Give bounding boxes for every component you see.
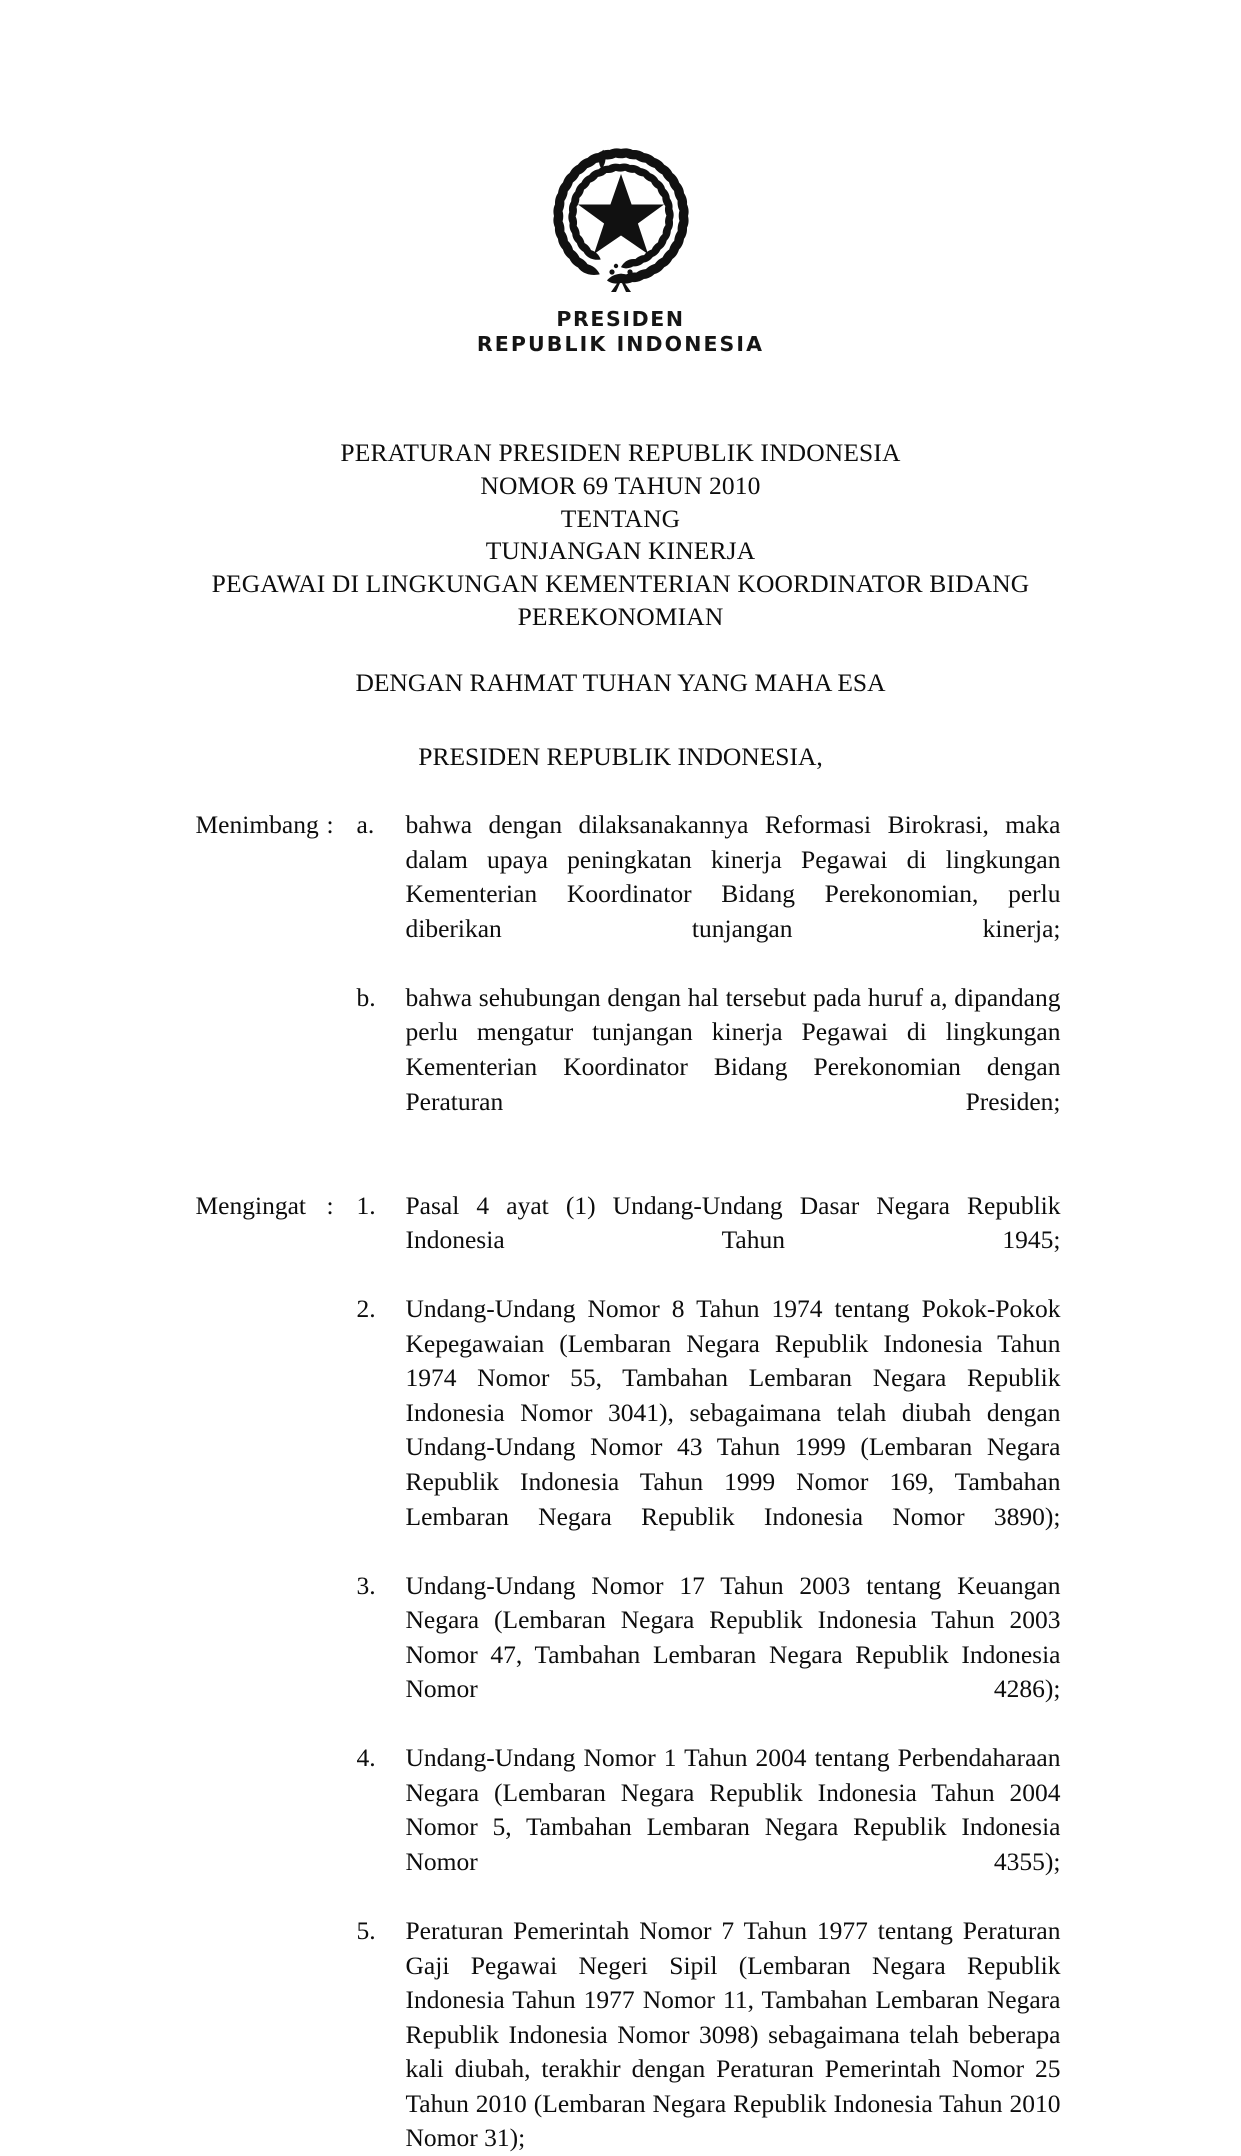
item-text: bahwa sehubungan dengan hal tersebut pada huruf a, dipandang perlu mengatur tunjangan kinerja Pegawai di lingkungan Kementerian Koordinator Bidang Perekonomian dengan Peraturan Presiden; [405, 982, 1061, 1116]
emblem-caption-line-1: PRESIDEN [556, 307, 685, 331]
clause-mengingat [196, 1189, 1061, 2156]
item-marker: 1. [356, 1190, 376, 1220]
item-text: Undang-Undang Nomor 17 Tahun 2003 tentang Keuangan Negara (Lembaran Negara Republik Indonesia Tahun 2003 Nomor 47, Tambahan Lembaran Negara Republik Indonesia Nomor 4286); [405, 1570, 1061, 1704]
title-line-6: PEREKONOMIAN [517, 601, 724, 631]
item-marker: a. [356, 810, 375, 840]
clause-label-menimbang: Menimbang [195, 810, 319, 840]
list-item [357, 981, 1061, 1154]
document-title [0, 437, 1241, 634]
item-text: Undang-Undang Nomor 8 Tahun 1974 tentang Pokok-Pokok Kepegawaian (Lembaran Negara Republik Indonesia Tahun 1974 Nomor 55, Tambahan Lembaran Negara Republik Indonesia Nomor 3041), sebagaimana telah diubah dengan Undang-Undang Nomor 43 Tahun 1999 (Lembaran Negara Republik Indonesia Tahun 1999 Nomor 169, Tambahan Lembaran Negara Republik Indonesia Nomor 3890); [405, 1294, 1061, 1531]
item-marker: 4. [356, 1743, 376, 1773]
title-line-2: NOMOR 69 TAHUN 2010 [480, 470, 761, 500]
clause-items-mengingat [357, 1189, 1061, 2156]
item-text: bahwa dengan dilaksanakannya Reformasi Birokrasi, maka dalam upaya peningkatan kinerja Pegawai di lingkungan Kementerian Koordinator Bidang Perekonomian, perlu diberikan tunjangan kinerja; [405, 810, 1061, 943]
item-text: Peraturan Pemerintah Nomor 7 Tahun 1977 tentang Peraturan Gaji Pegawai Negeri Sipil (Lembaran Negara Republik Indonesia Tahun 1977 Nomor 11, Tambahan Lembaran Negara Republik Indonesia Nomor 3098) sebagaimana telah beberapa kali diubah, terakhir dengan Peraturan Pemerintah Nomor 25 Tahun 2010 (Lembaran Negara Republik Indonesia Tahun 2010 Nomor 31); [405, 1916, 1061, 2153]
item-marker: 2. [356, 1294, 376, 1324]
title-line-4: TUNJANGAN KINERJA [485, 536, 756, 566]
title-line-1: PERATURAN PRESIDEN REPUBLIK INDONESIA [340, 438, 901, 467]
authority-line: PRESIDEN REPUBLIK INDONESIA, [418, 742, 823, 772]
garuda-star-wreath-emblem [521, 128, 721, 298]
list-item [357, 1189, 1061, 1293]
title-line-3: TENTANG [560, 503, 681, 533]
item-marker: b. [356, 982, 376, 1012]
title-line-5: PEGAWAI DI LINGKUNGAN KEMENTERIAN KOORDINATOR BIDANG [211, 569, 1030, 599]
item-marker: 5. [356, 1916, 376, 1946]
clauses-area [181, 808, 1061, 2156]
clause-label-mengingat: Mengingat [195, 1190, 306, 1220]
invocation-line: DENGAN RAHMAT TUHAN YANG MAHA ESA [355, 667, 886, 697]
list-item [357, 808, 1061, 981]
clause-colon-mengingat: : [326, 1190, 334, 1220]
item-text: Undang-Undang Nomor 1 Tahun 2004 tentang Perbendaharaan Negara (Lembaran Negara Republik Indonesia Tahun 2004 Nomor 5, Tambahan Lembaran Negara Republik Indonesia Nomor 4355); [405, 1743, 1061, 1876]
list-item [357, 1569, 1061, 1742]
list-item [357, 1914, 1061, 2156]
item-marker: 3. [356, 1570, 376, 1600]
list-item [357, 1741, 1061, 1914]
item-text: Pasal 4 ayat (1) Undang-Undang Dasar Negara Republik Indonesia Tahun 1945; [405, 1190, 1061, 1255]
list-item [357, 1292, 1061, 1568]
emblem-caption-line-2: REPUBLIK INDONESIA [476, 332, 765, 356]
clause-menimbang [196, 808, 1061, 1153]
emblem-caption [0, 307, 1241, 357]
clause-colon-menimbang: : [326, 810, 334, 840]
clause-items-menimbang [357, 808, 1061, 1153]
emblem-block [0, 0, 1241, 357]
